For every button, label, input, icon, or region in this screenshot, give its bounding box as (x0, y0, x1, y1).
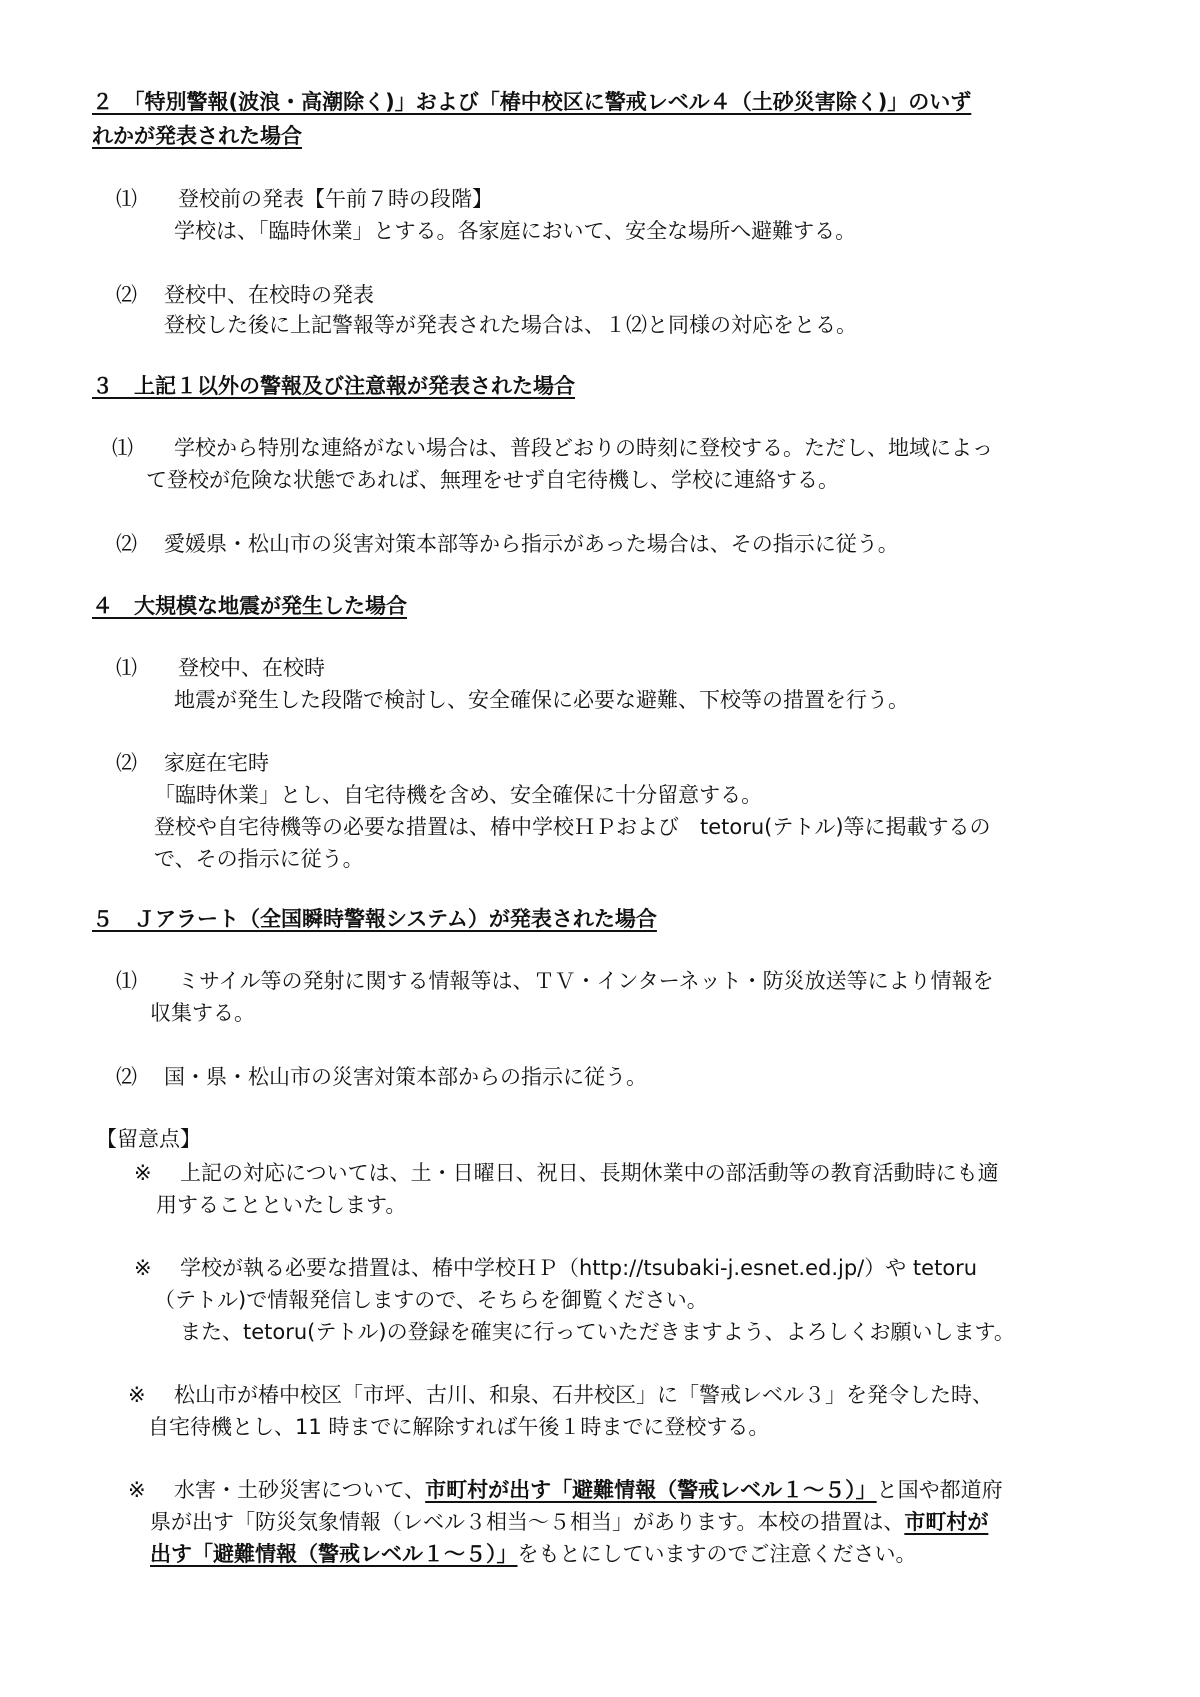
note2-line3: また、tetoru(テトル)の登録を確実に行っていただきますよう、よろしくお願いします。 (180, 1320, 1015, 1344)
section5-item1-label: ⑴ (116, 969, 137, 993)
note3-line1: 松山市が椿中校区「市坪、古川、和泉、石井校区」に「警戒レベル３」を発令した時、 (174, 1383, 993, 1407)
section3-item2-label: ⑵ (116, 532, 137, 556)
note1-line2: 用することといたします。 (156, 1193, 407, 1217)
section4-item1-title: 登校中、在校時 (178, 656, 325, 680)
section3-item2-body: 愛媛県・松山市の災害対策本部等から指示があった場合は、その指示に従う。 (164, 532, 899, 556)
section5-item1-line1: ミサイル等の発射に関する情報等は、ＴＶ・インターネット・防災放送等により情報を (178, 969, 994, 993)
note2-line2: （テトル)で情報発信しますので、そちらを御覧ください。 (154, 1288, 708, 1312)
section4-item2-line2: 登校や自宅待機等の必要な措置は、椿中学校ＨＰおよび tetoru(テトル)等に掲載するの (154, 815, 991, 839)
section4-heading: ４ 大規模な地震が発生した場合 (92, 594, 407, 618)
note4-pre: 水害・土砂災害について、 (174, 1478, 426, 1502)
section2-item1-title: 登校前の発表【午前７時の段階】 (178, 187, 493, 211)
note4-post: をもとにしていますのでご注意ください。 (517, 1542, 917, 1566)
note4-line3 (150, 1538, 917, 1571)
section3-item1-label: ⑴ (112, 436, 133, 460)
note1-line1: 上記の対応については、土・日曜日、祝日、長期休業中の部活動等の教育活動時にも適 (180, 1161, 999, 1185)
note4-line2 (150, 1506, 988, 1539)
section3-item1-line2: て登校が危険な状態であれば、無理をせず自宅待機し、学校に連絡する。 (146, 468, 839, 492)
section4-item2-title: 家庭在宅時 (164, 751, 269, 775)
section3-item1-line1: 学校から特別な連絡がない場合は、普段どおりの時刻に登校する。ただし、地域によっ (174, 436, 993, 460)
section2-item1-label: ⑴ (116, 187, 137, 211)
section4-item2-line3: で、その指示に従う。 (154, 847, 364, 871)
note4-mid: と国や都道府 (876, 1478, 1003, 1502)
note2-mark: ※ (134, 1256, 152, 1280)
note4-emphasis-2a: 市町村が (904, 1510, 989, 1534)
section2-item2-label: ⑵ (116, 283, 137, 307)
section5-heading: ５ Ｊアラート（全国瞬時警報システム）が発表された場合 (92, 907, 657, 931)
note4-line2-pre: 県が出す「防災気象情報（レベル３相当～５相当」があります。本校の措置は、 (150, 1510, 905, 1534)
note1-mark: ※ (134, 1161, 152, 1185)
note4-emphasis-1: 市町村が出す「避難情報（警戒レベル１～５）」 (425, 1478, 877, 1502)
note4-mark: ※ (128, 1478, 146, 1502)
section4-item1-body: 地震が発生した段階で検討し、安全確保に必要な避難、下校等の措置を行う。 (174, 688, 909, 712)
section5-item2-body: 国・県・松山市の災害対策本部からの指示に従う。 (164, 1065, 647, 1089)
section2-heading-line1: ２ 「特別警報(波浪・高潮除く)」および「椿中校区に警戒レベル４（土砂災害除く)」のいず (92, 90, 972, 114)
section2-item2-body: 登校した後に上記警報等が発表された場合は、１⑵と同様の対応をとる。 (164, 313, 857, 337)
section4-item2-label: ⑵ (116, 751, 137, 775)
section4-item2-line1: 「臨時休業」とし、自宅待機を含め、安全確保に十分留意する。 (154, 783, 763, 807)
note2-line1: 学校が執る必要な措置は、椿中学校ＨＰ（http://tsubaki-j.esnet.ed.jp/）や tetoru (180, 1256, 978, 1280)
section5-item2-label: ⑵ (116, 1065, 137, 1089)
section2-heading-line2: れかが発表された場合 (92, 124, 302, 148)
note4-emphasis-2b: 出す「避難情報（警戒レベル１～５）」 (150, 1542, 518, 1566)
section4-item1-label: ⑴ (116, 656, 137, 680)
section3-heading: ３ 上記１以外の警報及び注意報が発表された場合 (92, 374, 575, 398)
note3-mark: ※ (128, 1383, 146, 1407)
note4-line1 (174, 1474, 1003, 1507)
note3-line2: 自宅待機とし、11 時までに解除すれば午後１時までに登校する。 (148, 1415, 770, 1439)
section2-item1-body: 学校は、「臨時休業」とする。各家庭において、安全な場所へ避難する。 (174, 219, 857, 243)
section2-item2-title: 登校中、在校時の発表 (164, 283, 374, 307)
section5-item1-line2: 収集する。 (150, 1001, 255, 1025)
notes-heading: 【留意点】 (96, 1127, 201, 1151)
